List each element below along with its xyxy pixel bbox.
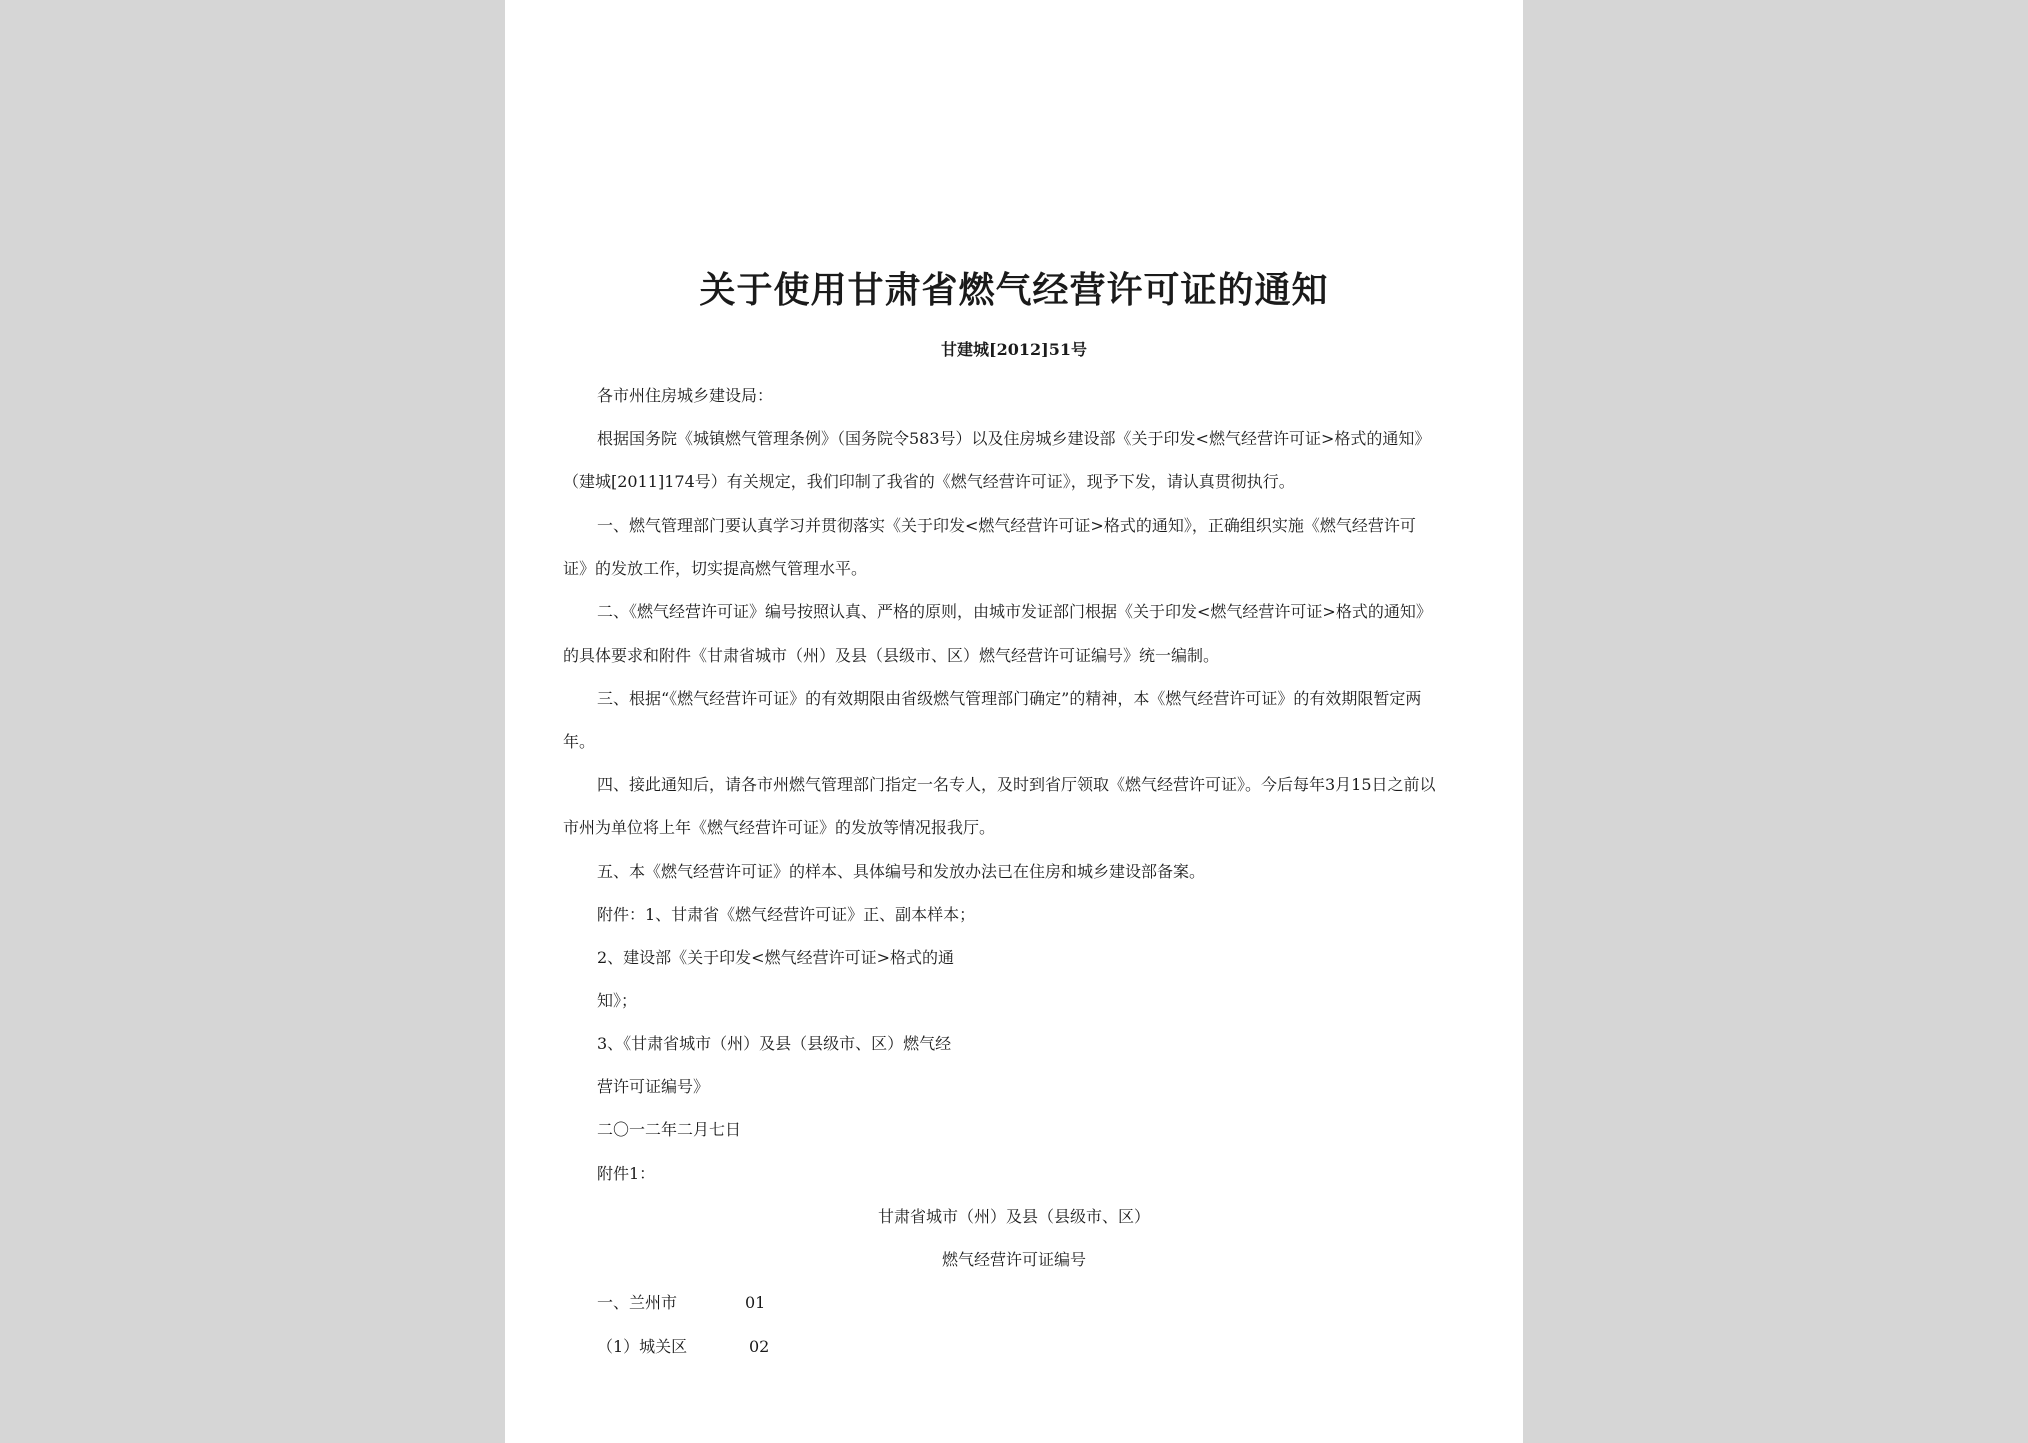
item3-line-1: 三、根据“《燃气经营许可证》的有效期限由省级燃气管理部门确定”的精神，本《燃气经营许可证》的有效期限暂定两 [597, 689, 1422, 708]
document-number: 甘建城[2012]51号 [941, 340, 1087, 359]
item2-line-2: 的具体要求和附件《甘肃省城市（州）及县（县级市、区）燃气经营许可证编号》统一编制。 [563, 646, 1220, 665]
attachment-2-line-2: 知》； [597, 991, 638, 1010]
attachment-3-line-2: 营许可证编号》 [597, 1077, 710, 1096]
document-title: 关于使用甘肃省燃气经营许可证的通知 [699, 270, 1329, 311]
appendix-label: 附件1： [597, 1164, 656, 1183]
code-row-name: （1）城关区 [597, 1337, 688, 1356]
attachment-3-line-1: 3、《甘肃省城市（州）及县（县级市、区）燃气经 [597, 1034, 952, 1053]
item4-line-2: 市州为单位将上年《燃气经营许可证》的发放等情况报我厅。 [563, 818, 996, 837]
item5-line: 五、本《燃气经营许可证》的样本、具体编号和发放办法已在住房和城乡建设部备案。 [597, 862, 1206, 881]
attachment-2-line-1: 2、建设部《关于印发<燃气经营许可证>格式的通 [597, 948, 954, 967]
document-page [505, 0, 1523, 1443]
code-row-name: 一、兰州市 [597, 1293, 678, 1312]
item4-line-1: 四、接此通知后，请各市州燃气管理部门指定一名专人，及时到省厅领取《燃气经营许可证》。今后每年3月15日之前以 [597, 775, 1436, 794]
item1-line-2: 证》的发放工作，切实提高燃气管理水平。 [563, 559, 868, 578]
appendix-heading-2: 燃气经营许可证编号 [941, 1250, 1086, 1269]
item1-line-1: 一、燃气管理部门要认真学习并贯彻落实《关于印发<燃气经营许可证>格式的通知》，正确组织实施《燃气经营许可 [597, 516, 1416, 535]
intro-line-1: 根据国务院《城镇燃气管理条例》（国务院令583号）以及住房城乡建设部《关于印发<燃气经营许可证>格式的通知》 [597, 429, 1431, 448]
item3-line-2: 年。 [563, 732, 596, 751]
code-row-code: 02 [749, 1337, 770, 1356]
item2-line-1: 二、《燃气经营许可证》编号按照认真、严格的原则，由城市发证部门根据《关于印发<燃气经营许可证>格式的通知》 [597, 602, 1432, 621]
appendix-heading-1: 甘肃省城市（州）及县（县级市、区） [877, 1207, 1150, 1226]
intro-line-2: （建城[2011]174号）有关规定，我们印制了我省的《燃气经营许可证》，现予下发，请认真贯彻执行。 [563, 472, 1295, 491]
issue-date: 二〇一二年二月七日 [597, 1120, 742, 1139]
code-row-code: 01 [745, 1293, 766, 1312]
addressee: 各市州住房城乡建设局： [597, 386, 774, 405]
attachment-1: 附件：1、甘肃省《燃气经营许可证》正、副本样本； [597, 905, 976, 924]
